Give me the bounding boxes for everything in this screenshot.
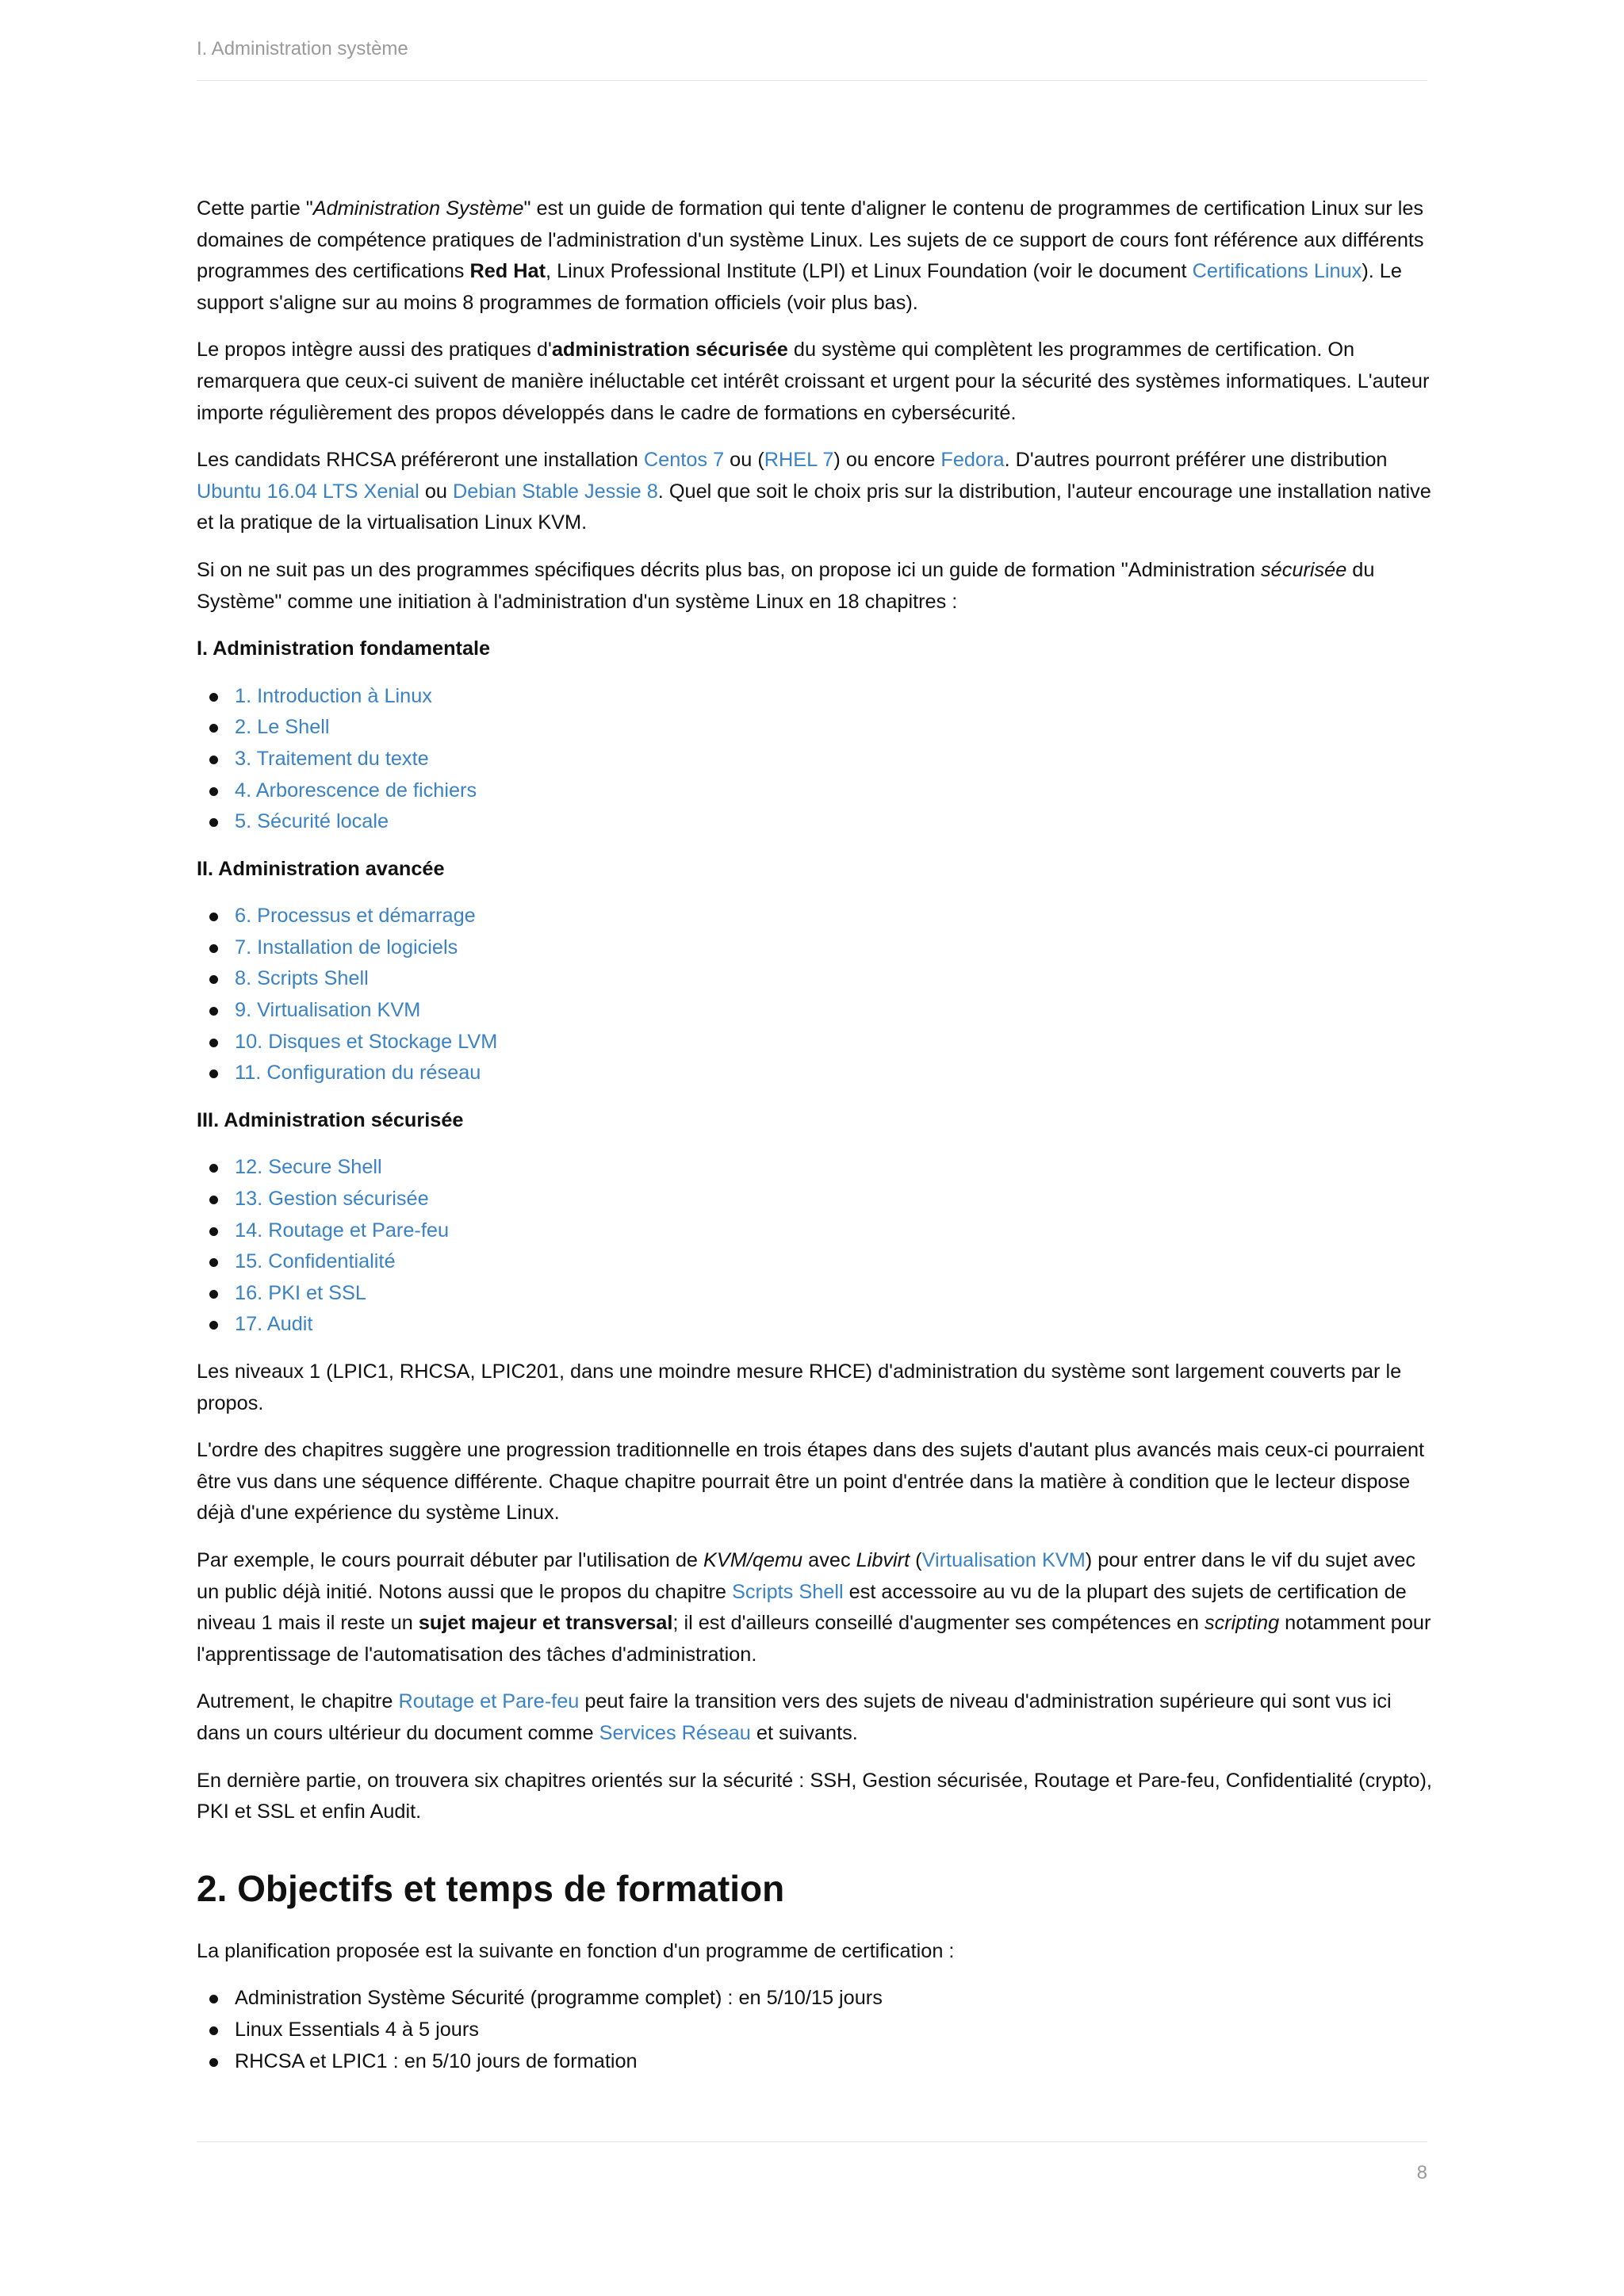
link-routage-pare-feu[interactable]: Routage et Pare-feu [398,1690,580,1713]
list-item [235,901,1434,932]
strong-text: sujet majeur et transversal [418,1612,673,1635]
chapter-link-6[interactable]: 6. Processus et démarrage [235,905,476,928]
intro-paragraph-4: Si on ne suit pas un des programmes spécifiques décrits plus bas, on propose ici un guide de formation "Administration sécurisée du Système" comme une initiation à l'administration d'un système Linux en 18 chapitres : [197,558,1375,613]
chapter-link-8[interactable]: 8. Scripts Shell [235,967,369,990]
chapter-link-11[interactable]: 11. Configuration du réseau [235,1062,481,1085]
list-item [235,1152,1434,1184]
chapter-link-3[interactable]: 3. Traitement du texte [235,747,429,770]
chapter-link-12[interactable]: 12. Secure Shell [235,1156,382,1179]
list-item [235,806,1434,838]
list-item [235,1246,1434,1278]
link-certifications-linux[interactable]: Certifications Linux [1192,260,1362,283]
list-item [235,681,1434,713]
list-item [235,1184,1434,1215]
strong-text: Red Hat [469,260,546,283]
chapter-link-14[interactable]: 14. Routage et Pare-feu [235,1219,450,1242]
emphasis: sécurisée [1261,558,1347,581]
list-item [235,963,1434,995]
chapter-link-9[interactable]: 9. Virtualisation KVM [235,999,421,1022]
link-centos[interactable]: Centos 7 [643,449,725,472]
intro-paragraph-1: Cette partie "Administration Système" est un guide de formation qui tente d'aligner le contenu de programmes de certification Linux sur les domaines de compétence pratiques de l'administration d'un système Linux. Les sujets de ce support de cours font référence aux différents programmes des certifications Red Hat, Linux Professional Institute (LPI) et Linux Foundation (voir le document Certifications Linux). Le support s'aligne sur au moins 8 programmes de formation officiels (voir plus bas). [197,197,1424,314]
running-header: I. Administration système [197,38,408,59]
link-rhel[interactable]: RHEL 7 [764,449,834,472]
list-item: RHCSA et LPIC1 : en 5/10 jours de formation [235,2046,1434,2078]
chapter-link-17[interactable]: 17. Audit [235,1313,313,1336]
emphasis: KVM/qemu [703,1548,803,1571]
paragraph-levels: Les niveaux 1 (LPIC1, RHCSA, LPIC201, dans une moindre mesure RHCE) d'administration du système sont largement couverts par le propos. [197,1360,1402,1414]
objectives-intro: La planification proposée est la suivante en fonction d'un programme de certification : [197,1939,955,1962]
strong-text: administration sécurisée [551,339,788,362]
chapter-list-fondamentale [197,681,1434,838]
header-divider [197,80,1427,81]
chapter-link-5[interactable]: 5. Sécurité locale [235,810,389,833]
paragraph-example: Par exemple, le cours pourrait débuter par l'utilisation de KVM/qemu avec Libvirt (Virtualisation KVM) pour entrer dans le vif du sujet avec un public déjà initié. Notons aussi que le propos du chapitre Scripts Shell est accessoire au vu de la plupart des sujets de certification de niveau 1 mais il reste un sujet majeur et transversal; il est d'ailleurs conseillé d'augmenter ses compétences en scripting notamment pour l'apprentissage de l'automatisation des tâches d'administration. [197,1548,1431,1666]
list-item [235,775,1434,807]
section-title-securisee: III. Administration sécurisée [197,1108,464,1131]
link-virtualisation-kvm[interactable]: Virtualisation KVM [921,1548,1086,1571]
link-services-reseau[interactable]: Services Réseau [599,1721,751,1744]
link-debian[interactable]: Debian Stable Jessie 8 [453,480,658,503]
page-body [197,193,1434,2093]
chapter-link-7[interactable]: 7. Installation de logiciels [235,936,458,959]
chapter-link-10[interactable]: 10. Disques et Stockage LVM [235,1030,498,1053]
chapter-list-avancee [197,901,1434,1089]
list-item: Administration Système Sécurité (programme complet) : en 5/10/15 jours [235,1983,1434,2015]
list-item [235,1309,1434,1341]
chapter-link-13[interactable]: 13. Gestion sécurisée [235,1188,429,1211]
list-item [235,1278,1434,1310]
section-title-avancee: II. Administration avancée [197,857,445,880]
page-number: 8 [1416,2162,1427,2183]
link-ubuntu[interactable]: Ubuntu 16.04 LTS Xenial [197,480,419,503]
intro-paragraph-3: Les candidats RHCSA préféreront une installation Centos 7 ou (RHEL 7) ou encore Fedora. D'autres pourront préférer une distribution Ubuntu 16.04 LTS Xenial ou Debian Stable Jessie 8. Quel que soit le choix pris sur la distribution, l'auteur encourage une installation native et la pratique de la virtualisation Linux KVM. [197,449,1431,534]
list-item [235,744,1434,775]
chapter-link-15[interactable]: 15. Confidentialité [235,1250,396,1273]
intro-paragraph-2: Le propos intègre aussi des pratiques d'administration sécurisée du système qui complètent les programmes de certification. On remarquera que ceux-ci suivent de manière inéluctable cet intérêt croissant et urgent pour la sécurité des systèmes informatiques. L'auteur importe régulièrement des propos développés dans le cadre de formations en cybersécurité. [197,339,1430,424]
chapter-link-1[interactable]: 1. Introduction à Linux [235,684,432,707]
emphasis: Administration Système [312,197,524,220]
emphasis: scripting [1204,1612,1280,1635]
emphasis: Libvirt [856,1548,910,1571]
chapter-link-16[interactable]: 16. PKI et SSL [235,1281,366,1304]
paragraph-otherwise: Autrement, le chapitre Routage et Pare-feu peut faire la transition vers des sujets de niveau d'administration supérieure qui sont vus ici dans un cours ultérieur du document comme Services Réseau et suivants. [197,1690,1392,1744]
list-item: Linux Essentials 4 à 5 jours [235,2015,1434,2046]
chapter-link-4[interactable]: 4. Arborescence de fichiers [235,779,477,802]
chapter-link-2[interactable]: 2. Le Shell [235,716,330,739]
chapter-list-securisee [197,1152,1434,1341]
list-item [235,712,1434,744]
paragraph-last-part: En dernière partie, on trouvera six chapitres orientés sur la sécurité : SSH, Gestion sécurisée, Routage et Pare-feu, Confidentialité (crypto), PKI et SSL et enfin Audit. [197,1769,1432,1823]
list-item [235,995,1434,1027]
paragraph-order: L'ordre des chapitres suggère une progression traditionnelle en trois étapes dans des sujets d'autant plus avancés mais ceux-ci pourraient être vus dans une séquence différente. Chaque chapitre pourrait être un point d'entrée dans la matière à condition que le lecteur dispose déjà d'une expérience du système Linux. [197,1439,1425,1525]
footer-divider [197,2141,1427,2142]
link-fedora[interactable]: Fedora [940,449,1005,472]
objectives-list [197,1983,1434,2077]
section-title-fondamentale: I. Administration fondamentale [197,637,491,660]
list-item [235,1215,1434,1247]
list-item [235,932,1434,964]
list-item [235,1058,1434,1089]
link-scripts-shell[interactable]: Scripts Shell [732,1580,844,1603]
objectives-heading: 2. Objectifs et temps de formation [197,1867,785,1909]
list-item [235,1027,1434,1058]
